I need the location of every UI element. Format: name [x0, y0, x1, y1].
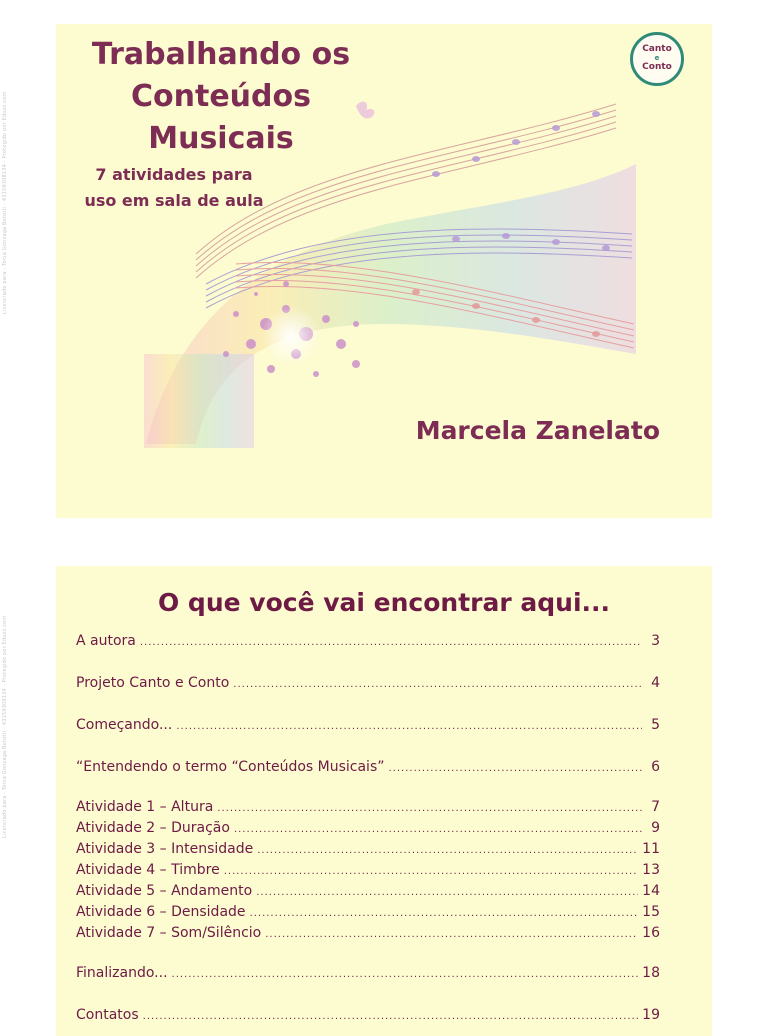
toc-entry-page: 9 [651, 820, 660, 836]
toc-entry-label: Contatos [76, 1007, 139, 1023]
toc-entry-page: 11 [642, 841, 660, 857]
logo-text-2: e [654, 54, 660, 62]
toc-entry-page: 13 [642, 862, 660, 878]
toc-entry [76, 903, 660, 923]
toc-entry-label: Atividade 1 – Altura [76, 799, 214, 815]
canto-e-conto-logo [630, 32, 684, 86]
toc-entry [76, 924, 660, 944]
toc-leader-dots [172, 966, 639, 984]
toc-entry-page: 6 [651, 759, 660, 775]
toc-entry-page: 19 [642, 1007, 660, 1023]
toc-entry-label: Atividade 2 – Duração [76, 820, 230, 836]
toc-leader-dots [234, 821, 642, 839]
toc-entry-label: Atividade 7 – Som/Silêncio [76, 925, 262, 941]
toc-entry-label: Atividade 6 – Densidade [76, 904, 246, 920]
toc-entry [76, 674, 660, 694]
toc-entry-label: Atividade 3 – Intensidade [76, 841, 254, 857]
toc-entry-page: 7 [651, 799, 660, 815]
toc-leader-dots [143, 1008, 639, 1026]
toc-entry [76, 819, 660, 839]
toc-entry [76, 840, 660, 860]
toc-leader-dots [265, 926, 638, 944]
toc-entry [76, 1006, 660, 1026]
toc-entry [76, 964, 660, 984]
toc-entry-label: Projeto Canto e Conto [76, 675, 230, 691]
cover-title-line-2: Conteúdos [131, 79, 311, 114]
toc-entry-page: 4 [651, 675, 660, 691]
logo-text-3: Conto [642, 62, 672, 72]
toc-leader-dots [257, 842, 638, 860]
license-watermark-bottom: Licenciado para - Tonia Gonzaga Betotti - 43159308134 - Protegido por Eduzz.com [2, 615, 8, 838]
cover-subtitle-line-2: uso em sala de aula [84, 191, 264, 210]
toc-entry-page: 16 [642, 925, 660, 941]
toc-entry-label: “Entendendo o termo “Conteúdos Musicais” [76, 759, 385, 775]
cover-title-line-3: Musicais [148, 121, 294, 156]
toc-entry [76, 716, 660, 736]
toc-leader-dots [224, 863, 638, 881]
toc-entry-label: Atividade 5 – Andamento [76, 883, 253, 899]
toc-leader-dots [256, 884, 638, 902]
toc-entry-label: Atividade 4 – Timbre [76, 862, 220, 878]
toc-entry-page: 5 [651, 717, 660, 733]
toc-leader-dots [140, 634, 642, 652]
cover-title-line-1: Trabalhando os [91, 37, 351, 72]
toc-entry-label: Começando... [76, 717, 173, 733]
toc-leader-dots [389, 760, 643, 778]
toc-entry [76, 758, 660, 778]
cover-subtitle-line-1: 7 atividades para [95, 165, 253, 184]
toc-entry [76, 632, 660, 652]
toc-leader-dots [176, 718, 642, 736]
toc-leader-dots [217, 800, 642, 818]
toc-entry-page: 14 [642, 883, 660, 899]
toc-entry-page: 18 [642, 965, 660, 981]
cover-page [56, 24, 712, 518]
table-of-contents-page [56, 566, 712, 1036]
toc-entry [76, 882, 660, 902]
toc-entry-page: 3 [651, 633, 660, 649]
logo-text-1: Canto [642, 44, 672, 54]
toc-leader-dots [250, 905, 639, 923]
toc-entry-page: 15 [642, 904, 660, 920]
toc-heading: O que você vai encontrar aqui... [157, 588, 611, 617]
toc-entry [76, 798, 660, 818]
toc-entry-label: Finalizando... [76, 965, 168, 981]
cover-author: Marcela Zanelato [415, 416, 660, 445]
license-watermark-top: Licenciado para - Tonia Gonzaga Betotti - 43159308134 - Protegido por Eduzz.com [2, 91, 8, 314]
toc-leader-dots [233, 676, 642, 694]
toc-entry [76, 861, 660, 881]
toc-entry-label: A autora [76, 633, 136, 649]
